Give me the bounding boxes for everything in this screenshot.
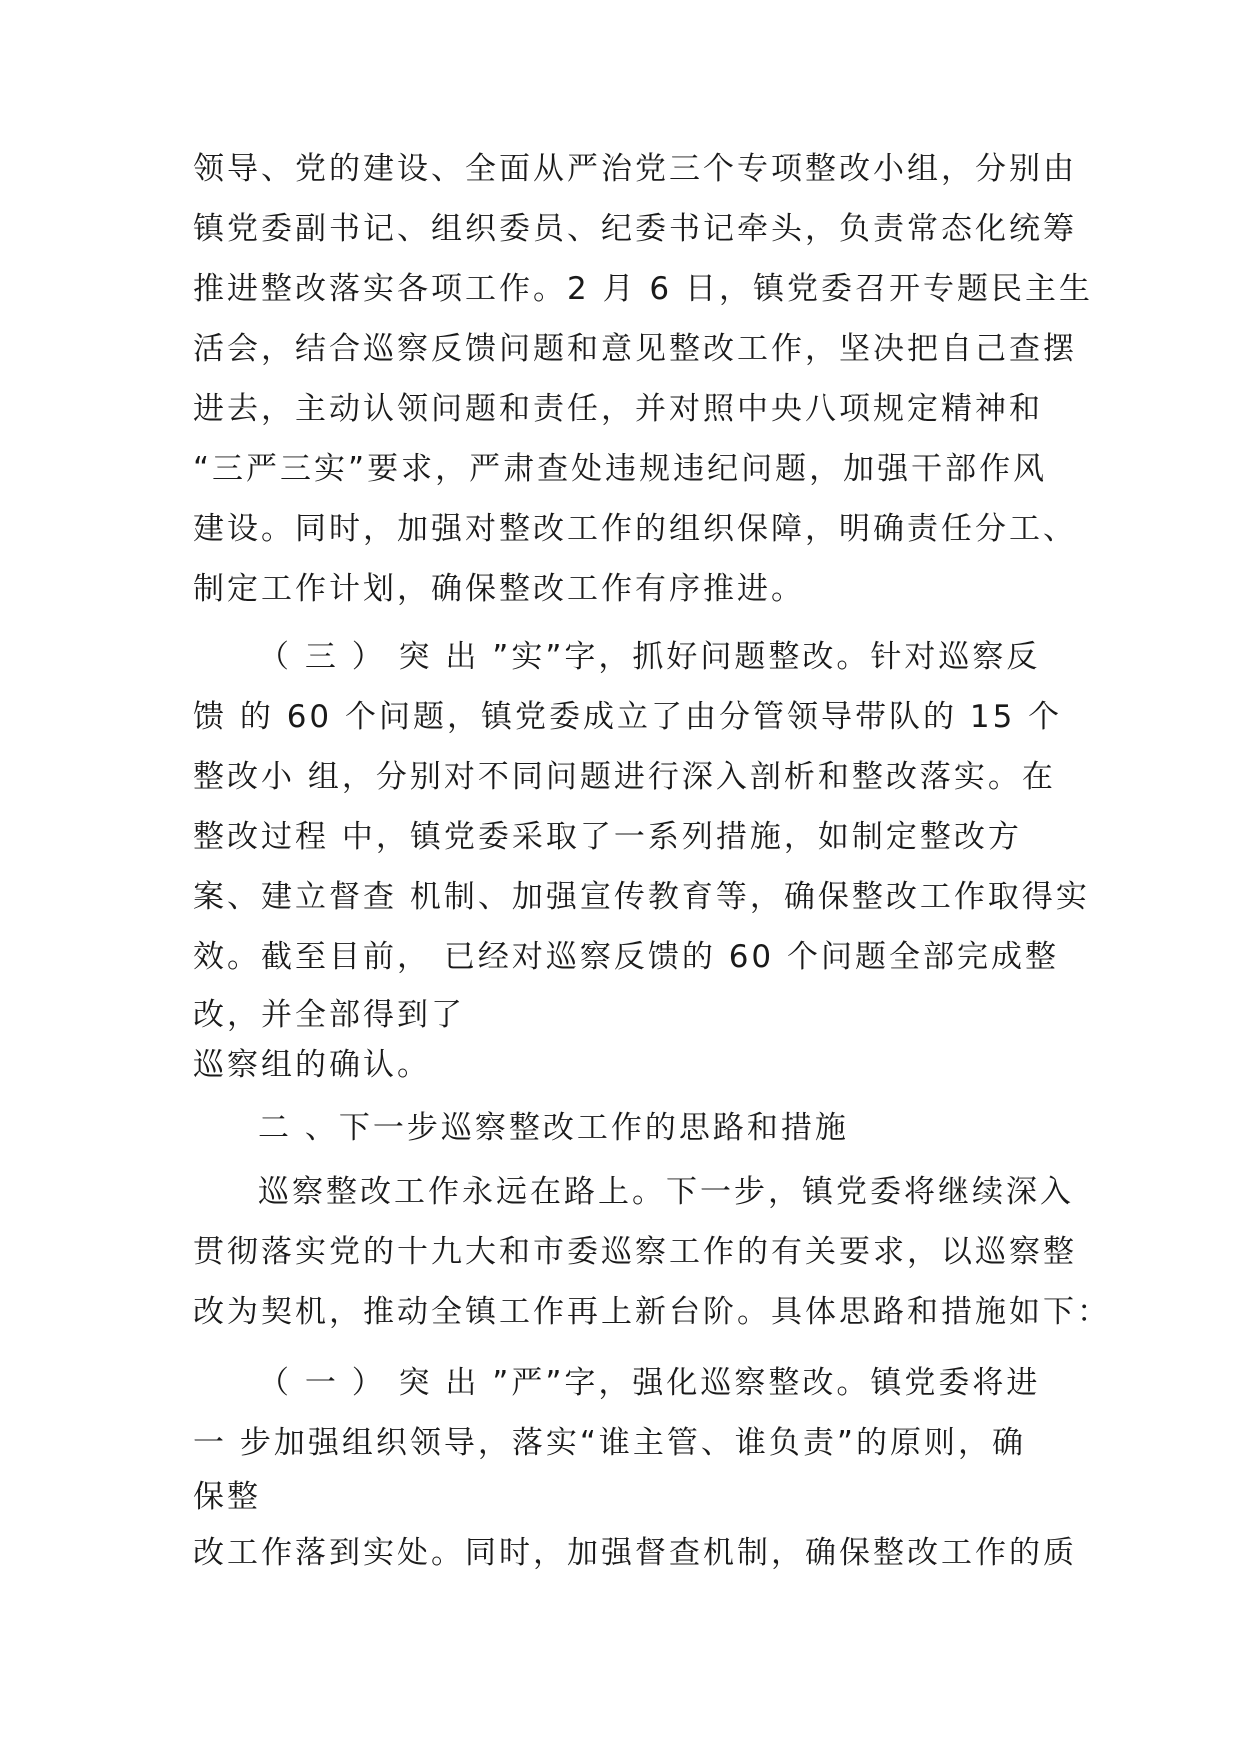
paragraph-line: 镇党委副书记、组织委员、纪委书记牵头，负责常态化统筹 <box>193 211 1077 247</box>
paragraph-line: 巡察整改工作永远在路上。下一步，镇党委将继续深入 <box>258 1174 1074 1210</box>
paragraph-line: 馈 的 60 个问题，镇党委成立了由分管领导带队的 15 个 <box>193 699 1063 735</box>
paragraph-line: 案、建立督查 机制、加强宣传教育等，确保整改工作取得实 <box>193 879 1090 915</box>
paragraph-line: 保整 <box>193 1479 261 1515</box>
paragraph-line: 整改小 组，分别对不同问题进行深入剖析和整改落实。在 <box>193 759 1056 795</box>
paragraph-line: 巡察组的确认。 <box>193 1047 431 1083</box>
section-heading: 二 、下一步巡察整改工作的思路和措施 <box>258 1110 849 1146</box>
paragraph-line: 改，并全部得到了 <box>193 997 465 1033</box>
paragraph-line: 改为契机，推动全镇工作再上新台阶。具体思路和措施如下： <box>193 1294 1111 1330</box>
paragraph-line: 进去，主动认领问题和责任，并对照中央八项规定精神和 <box>193 391 1043 427</box>
paragraph-line: 推进整改落实各项工作。2 月 6 日，镇党委召开专题民主生 <box>193 271 1094 307</box>
paragraph-line: 效。截至目前， 已经对巡察反馈的 60 个问题全部完成整 <box>193 939 1060 975</box>
paragraph-line: 一 步加强组织领导，落实“谁主管、谁负责”的原则，确 <box>193 1425 1026 1461</box>
paragraph-line: 建设。同时，加强对整改工作的组织保障，明确责任分工、 <box>193 511 1077 547</box>
section-heading-line: （ 三 ） 突 出 ”实”字，抓好问题整改。针对巡察反 <box>258 639 1041 675</box>
paragraph-line: 整改过程 中，镇党委采取了一系列措施，如制定整改方 <box>193 819 1022 855</box>
paragraph-line: 改工作落到实处。同时，加强督查机制，确保整改工作的质 <box>193 1535 1077 1571</box>
paragraph-line: 制定工作计划，确保整改工作有序推进。 <box>193 571 805 607</box>
paragraph-line: “三严三实”要求，严肃查处违规违纪问题，加强干部作风 <box>193 451 1048 487</box>
paragraph-line: 领导、党的建设、全面从严治党三个专项整改小组，分别由 <box>193 151 1077 187</box>
section-heading-line: （ 一 ） 突 出 ”严”字，强化巡察整改。镇党委将进 <box>258 1365 1041 1401</box>
paragraph-line: 贯彻落实党的十九大和市委巡察工作的有关要求，以巡察整 <box>193 1234 1077 1270</box>
paragraph-line: 活会，结合巡察反馈问题和意见整改工作，坚决把自己查摆 <box>193 331 1077 367</box>
